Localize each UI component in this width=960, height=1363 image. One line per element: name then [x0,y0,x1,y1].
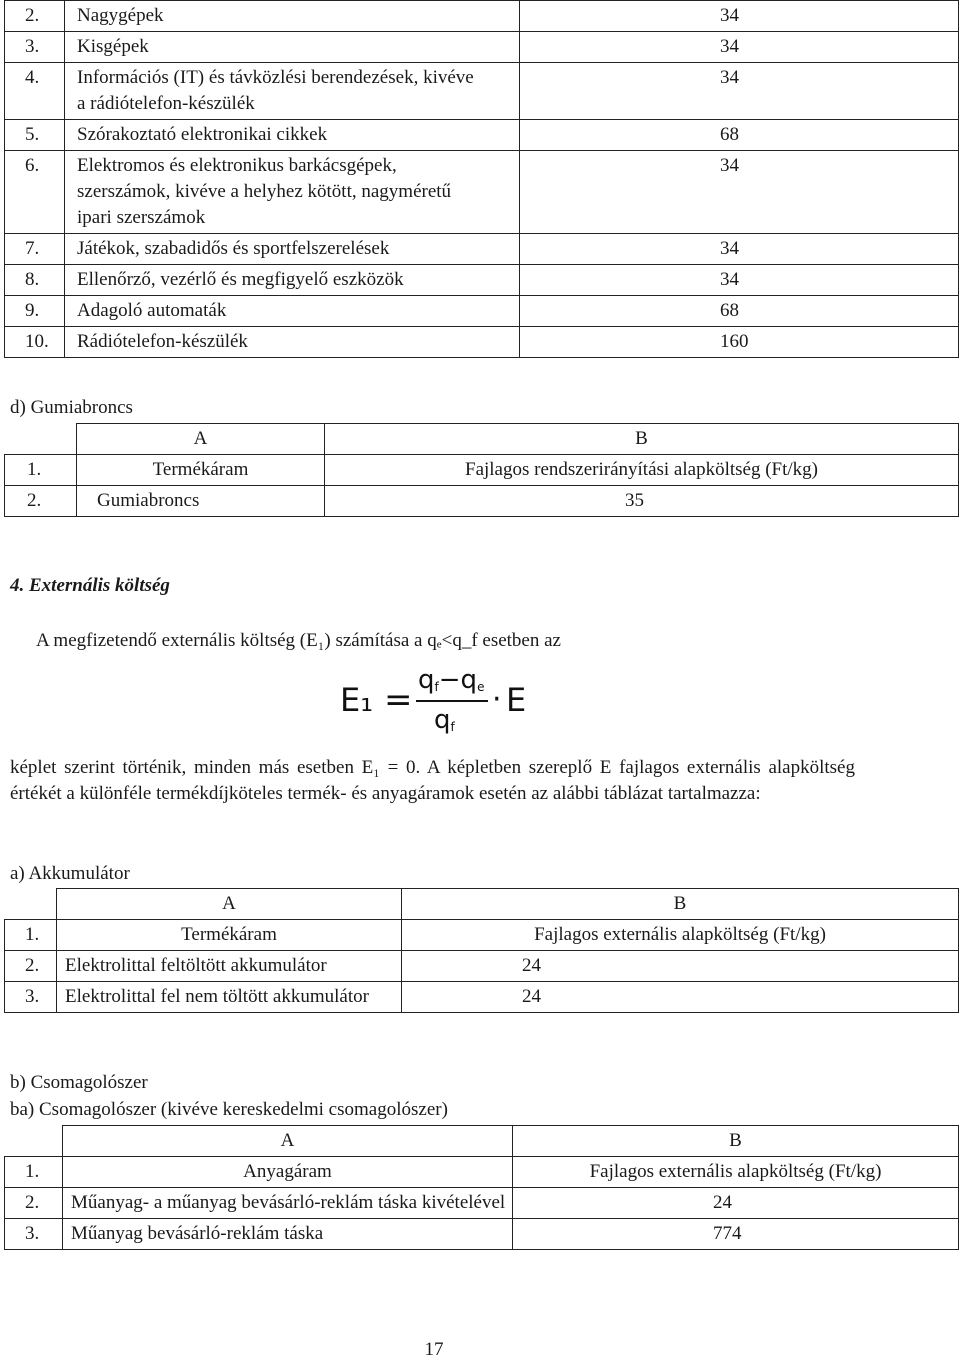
empty-cell [5,889,57,920]
formula-rhs: E [506,681,527,719]
row-number: 2. [5,951,57,982]
column-b-letter: B [325,424,959,455]
row-label: Szórakoztató elektronikai cikkek [65,120,520,151]
table-row [5,151,959,234]
table-row [5,32,959,63]
row-label: Elektrolittal fel nem töltött akkumulátor [57,982,402,1013]
denominator-q: q [434,705,451,735]
column-b-header: Fajlagos externális alapköltség (Ft/kg) [402,920,959,951]
table-header-row [5,455,959,486]
section-4-heading: 4. Externális költség [10,575,170,596]
numerator-sub-f: f [434,680,439,694]
column-a-letter: A [77,424,325,455]
section-4-body: képlet szerint történik, minden más esetben E₁ = 0. A képletben szereplő E fajlagos externális alapköltség értékét a különféle termékdíjköteles termék- és anyagáramok esetén az alábbi táblázat tartalmazza: [10,757,855,804]
row-label: Rádiótelefon-készülék [65,327,520,358]
row-number: 1. [5,920,57,951]
row-label: Ellenőrző, vezérlő és megfigyelő eszközök [65,265,520,296]
row-value: 24 [402,951,959,982]
akkumulator-rows [5,951,959,1013]
row-label: Információs (IT) és távközlési berendezések, kivéve a rádiótelefon-készülék [65,63,520,120]
row-number: 2. [5,1188,63,1219]
table-row [5,1219,959,1250]
table-header-row [5,920,959,951]
csomagoloszer-table [4,1125,959,1250]
table-header-letters [5,889,959,920]
empty-cell [5,424,77,455]
row-label: Gumiabroncs [77,486,325,517]
table-row [5,951,959,982]
row-value: 68 [520,296,959,327]
row-value: 160 [520,327,959,358]
minus-sign: − [438,665,461,695]
column-b-letter: B [513,1126,959,1157]
section-4-intro [36,629,561,654]
row-number: 3. [5,1219,63,1250]
numerator-q2: q [460,665,478,695]
numerator-q: q [418,665,435,695]
formula-equals: = [384,680,413,720]
formula-numerator [418,664,484,698]
akkumulator-table [4,888,959,1013]
section-b-subtitle: ba) Csomagolószer (kivéve kereskedelmi csomagolószer) [10,1099,448,1120]
row-value: 34 [520,1,959,32]
row-number: 2. [5,486,77,517]
table-row [5,120,959,151]
fraction-bar [416,700,488,702]
section-d-title: d) Gumiabroncs [10,397,133,418]
row-value: 34 [520,63,959,120]
row-label: Elektromos és elektronikus barkácsgépek, szerszámok, kivéve a helyhez kötött, nagyméretű ipari szerszámok [65,151,520,234]
table-header-row [5,1157,959,1188]
row-number: 6. [5,151,65,234]
table-row [5,1188,959,1219]
row-value: 774 [513,1219,959,1250]
formula-dot: · [492,682,502,717]
formula [340,662,540,740]
formula-denominator [434,704,455,738]
gumiabroncs-table [4,423,959,517]
table-row [5,486,959,517]
top-table [4,0,959,358]
table-row [5,234,959,265]
table-row [5,63,959,120]
top-table-body [5,1,959,358]
row-number: 2. [5,1,65,32]
row-value: 34 [520,265,959,296]
table-row [5,296,959,327]
table-row [5,265,959,296]
table-header-letters [5,1126,959,1157]
row-value: 34 [520,32,959,63]
row-label: Kisgépek [65,32,520,63]
intro-text: A megfizetendő externális költség (E₁) számítása a qₑ<q_f esetben az [36,630,561,651]
column-a-header: Anyagáram [63,1157,513,1188]
table-row [5,982,959,1013]
page-number: 17 [424,1339,444,1360]
row-label: Műanyag bevásárló-reklám táska [63,1219,513,1250]
column-a-header: Termékáram [77,455,325,486]
row-value: 68 [520,120,959,151]
row-number: 3. [5,32,65,63]
row-value: 35 [325,486,959,517]
column-b-header: Fajlagos externális alapköltség (Ft/kg) [513,1157,959,1188]
section-b-title: b) Csomagolószer [10,1072,148,1093]
row-number: 1. [5,1157,63,1188]
row-number: 8. [5,265,65,296]
numerator-sub-e: e [477,680,485,694]
section-a-title: a) Akkumulátor [10,863,130,884]
row-value: 24 [402,982,959,1013]
row-number: 3. [5,982,57,1013]
row-label: Elektrolittal feltöltött akkumulátor [57,951,402,982]
row-label: Adagoló automaták [65,296,520,327]
row-value: 34 [520,151,959,234]
row-value: 34 [520,234,959,265]
formula-lhs: E₁ [340,681,374,719]
column-a-header: Termékáram [57,920,402,951]
table-header-letters [5,424,959,455]
empty-cell [5,1126,63,1157]
row-number: 7. [5,234,65,265]
row-label: Nagygépek [65,1,520,32]
row-number: 5. [5,120,65,151]
row-number: 4. [5,63,65,120]
column-b-letter: B [402,889,959,920]
row-number: 10. [5,327,65,358]
row-value: 24 [513,1188,959,1219]
table-row [5,327,959,358]
column-a-letter: A [57,889,402,920]
row-label: Játékok, szabadidős és sportfelszerelések [65,234,520,265]
row-number: 9. [5,296,65,327]
column-a-letter: A [63,1126,513,1157]
row-number: 1. [5,455,77,486]
denominator-sub-f: f [450,720,455,734]
column-b-header: Fajlagos rendszerirányítási alapköltség (Ft/kg) [325,455,959,486]
row-label: Műanyag- a műanyag bevásárló-reklám táska kivételével [63,1188,513,1219]
table-row [5,1,959,32]
csomagoloszer-rows [5,1188,959,1250]
